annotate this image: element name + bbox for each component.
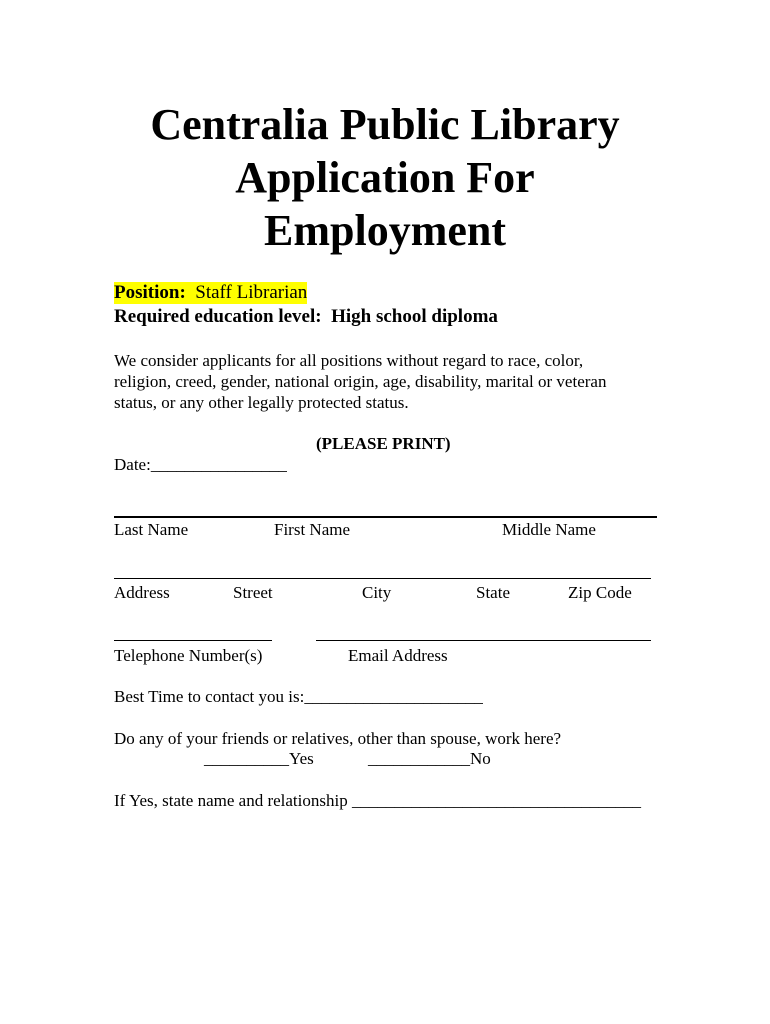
state-label: State (476, 583, 510, 602)
education-line (114, 306, 498, 328)
address-fill-line[interactable] (114, 578, 651, 579)
relatives-yes-option[interactable] (204, 749, 314, 769)
telephone-fill-line[interactable] (114, 640, 272, 641)
education-value: High school diploma (331, 306, 498, 327)
position-line (114, 282, 307, 304)
best-time-label: Best Time to contact you is: (114, 687, 305, 706)
relatives-question: Do any of your friends or relatives, other than spouse, work here? (114, 729, 562, 748)
date-label: Date: (114, 455, 151, 474)
zip-code-label: Zip Code (568, 583, 632, 602)
last-name-label: Last Name (114, 520, 189, 539)
city-label: City (362, 583, 392, 602)
title-line-2: Application For (235, 153, 535, 202)
relatives-no-option[interactable] (368, 749, 491, 769)
eeo-statement (114, 350, 674, 413)
date-field[interactable] (114, 455, 287, 475)
date-blank[interactable]: ________________ (150, 455, 287, 474)
telephone-label: Telephone Number(s) (114, 646, 263, 665)
form-title (90, 98, 680, 257)
email-label: Email Address (348, 646, 448, 665)
if-yes-field[interactable] (114, 791, 641, 811)
eeo-line-2: religion, creed, gender, national origin, age, disability, marital or veteran (114, 372, 607, 391)
name-fill-line[interactable] (114, 516, 657, 518)
title-line-1: Centralia Public Library (150, 100, 620, 149)
street-label: Street (233, 583, 273, 602)
first-name-label: First Name (274, 520, 351, 539)
eeo-line-1: We consider applicants for all positions without regard to race, color, (114, 351, 584, 370)
title-line-3: Employment (264, 206, 506, 255)
best-time-field[interactable] (114, 687, 483, 707)
yes-blank[interactable]: __________ (204, 749, 289, 768)
yes-label: Yes (289, 749, 314, 768)
address-label: Address (114, 583, 170, 602)
position-label: Position: (114, 282, 186, 303)
no-label: No (470, 749, 491, 768)
position-value: Staff Librarian (195, 282, 308, 303)
eeo-line-3: status, or any other legally protected status. (114, 393, 409, 412)
please-print-note: (PLEASE PRINT) (316, 434, 451, 453)
if-yes-label: If Yes, state name and relationship (114, 791, 348, 810)
education-label: Required education level: (114, 306, 322, 327)
best-time-blank[interactable]: _____________________ (304, 687, 483, 706)
email-fill-line[interactable] (316, 640, 651, 641)
if-yes-blank[interactable]: __________________________________ (351, 791, 641, 810)
middle-name-label: Middle Name (502, 520, 596, 539)
no-blank[interactable]: ____________ (368, 749, 470, 768)
